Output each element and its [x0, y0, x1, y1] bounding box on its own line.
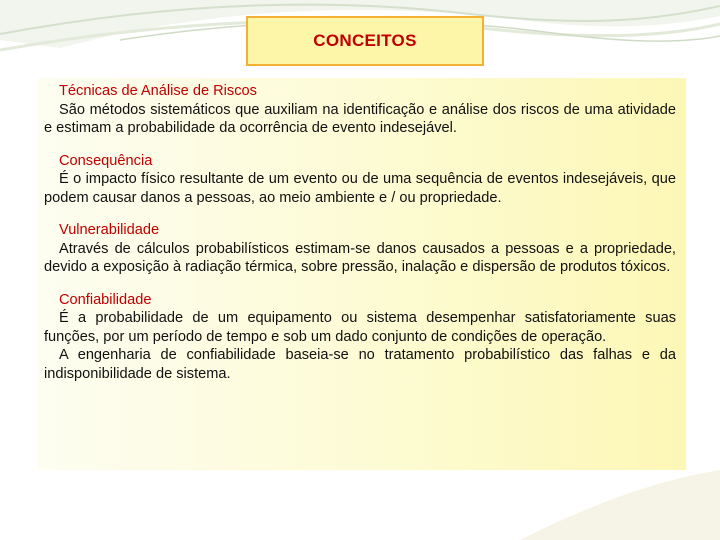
section-paragraph: É a probabilidade de um equipamento ou sistema desempenhar satisfatoriamente suas funções, por um período de tempo e sob um dado conjunto de condições de operação.: [44, 310, 676, 345]
section-paragraph: É o impacto físico resultante de um evento ou de uma sequência de eventos indesejáveis, que podem causar danos a pessoas, ao meio ambiente e / ou propriedade.: [44, 171, 676, 206]
section-heading: Consequência: [59, 152, 153, 169]
content-panel: [38, 78, 686, 470]
section-consequencia: [44, 152, 676, 208]
section-paragraph: Através de cálculos probabilísticos estimam-se danos causados a pessoas e a propriedade, devido a exposição à radiação térmica, sobre pressão, inalação e dispersão de produtos tóxicos.: [44, 240, 676, 275]
section-paragraph: São métodos sistemáticos que auxiliam na identificação e análise dos riscos de uma atividade e estimam a probabilidade da ocorrência de evento indesejável.: [44, 101, 676, 136]
section-paragraph: A engenharia de confiabilidade baseia-se no tratamento probabilístico das falhas e da indisponibilidade de sistema.: [44, 347, 676, 382]
section-vulnerabilidade: [44, 221, 676, 277]
section-heading: Vulnerabilidade: [59, 222, 160, 238]
section-tecnicas: [44, 82, 676, 138]
section-heading: Técnicas de Análise de Riscos: [59, 83, 257, 99]
section-confiabilidade: [44, 291, 676, 384]
title-box: [246, 16, 484, 66]
page-title: CONCEITOS: [313, 31, 417, 50]
section-heading: Confiabilidade: [59, 291, 152, 308]
